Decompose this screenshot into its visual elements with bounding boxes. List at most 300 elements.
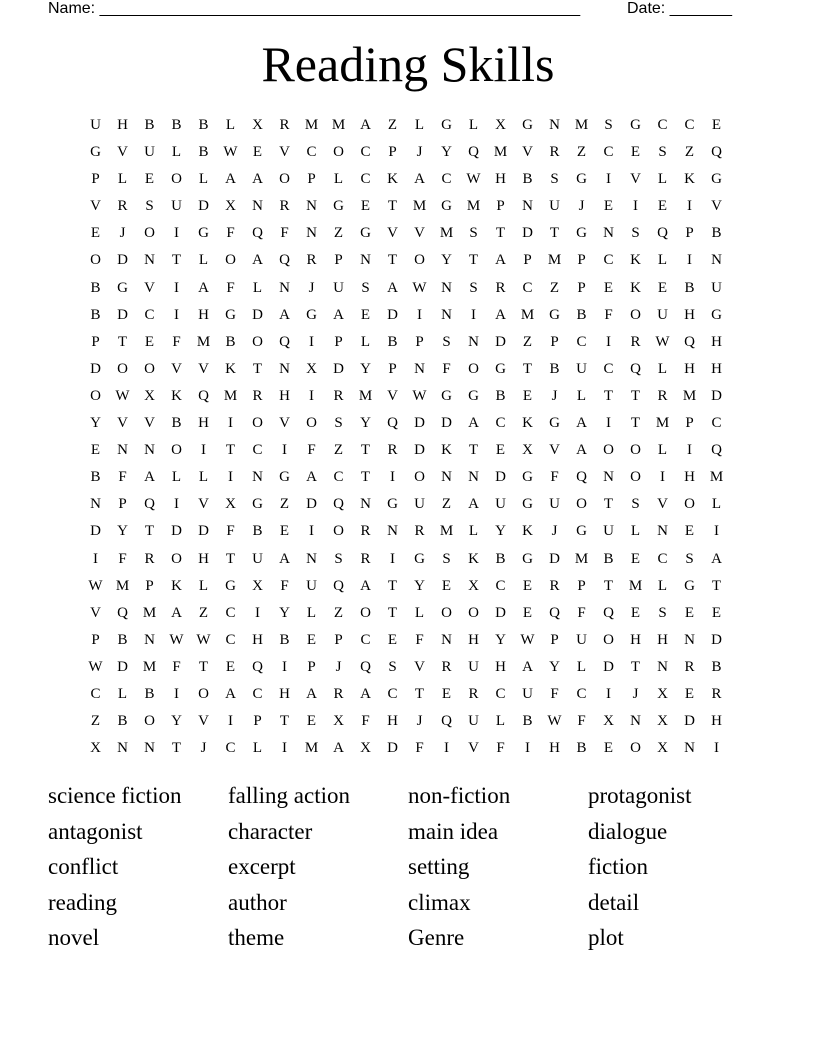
grid-letter[interactable]: O: [144, 360, 155, 377]
grid-letter[interactable]: U: [144, 144, 155, 161]
grid-letter[interactable]: F: [496, 740, 505, 757]
grid-letter[interactable]: P: [91, 333, 100, 350]
grid-letter[interactable]: E: [630, 550, 641, 567]
grid-letter[interactable]: O: [333, 144, 344, 161]
grid-letter[interactable]: N: [684, 631, 695, 648]
grid-letter[interactable]: C: [90, 685, 101, 702]
grid-letter[interactable]: X: [90, 740, 101, 757]
grid-letter[interactable]: I: [228, 469, 233, 486]
grid-letter[interactable]: X: [252, 117, 263, 133]
grid-letter[interactable]: M: [466, 198, 481, 215]
grid-letter[interactable]: L: [495, 713, 506, 730]
grid-letter[interactable]: C: [333, 469, 344, 486]
grid-letter[interactable]: R: [387, 442, 398, 459]
grid-letter[interactable]: L: [198, 577, 209, 594]
grid-letter[interactable]: N: [144, 631, 155, 648]
grid-letter[interactable]: L: [657, 360, 668, 377]
grid-letter[interactable]: G: [90, 144, 101, 161]
grid-letter[interactable]: I: [687, 198, 692, 215]
grid-letter[interactable]: M: [655, 415, 670, 432]
grid-letter[interactable]: B: [495, 550, 506, 567]
grid-letter[interactable]: O: [441, 604, 452, 621]
grid-letter[interactable]: O: [225, 252, 236, 269]
grid-letter[interactable]: A: [468, 415, 479, 432]
grid-letter[interactable]: I: [93, 550, 98, 567]
grid-letter[interactable]: I: [714, 740, 719, 757]
grid-letter[interactable]: M: [304, 740, 319, 757]
grid-letter[interactable]: P: [685, 225, 694, 242]
grid-letter[interactable]: H: [198, 415, 209, 432]
grid-letter[interactable]: U: [657, 306, 668, 323]
grid-letter[interactable]: V: [198, 360, 209, 377]
grid-letter[interactable]: J: [335, 658, 342, 675]
grid-letter[interactable]: X: [522, 442, 533, 459]
grid-letter[interactable]: E: [306, 713, 317, 730]
grid-letter[interactable]: H: [684, 469, 695, 486]
grid-letter[interactable]: D: [117, 252, 128, 269]
grid-letter[interactable]: Z: [441, 496, 452, 513]
grid-letter[interactable]: Q: [198, 387, 209, 404]
grid-letter[interactable]: N: [279, 279, 290, 296]
grid-letter[interactable]: D: [387, 740, 398, 757]
grid-letter[interactable]: O: [630, 469, 641, 486]
grid-letter[interactable]: O: [630, 442, 641, 459]
grid-letter[interactable]: G: [495, 360, 506, 377]
grid-letter[interactable]: H: [198, 306, 209, 323]
grid-letter[interactable]: X: [144, 387, 155, 404]
name-field[interactable]: Name: ______________________________________________________: [48, 0, 581, 17]
grid-letter[interactable]: E: [279, 523, 290, 540]
grid-letter[interactable]: F: [577, 713, 586, 730]
grid-letter[interactable]: K: [387, 171, 398, 188]
grid-letter[interactable]: N: [387, 523, 398, 540]
grid-letter[interactable]: C: [360, 144, 371, 161]
grid-letter[interactable]: Z: [90, 713, 101, 730]
grid-letter[interactable]: V: [90, 198, 101, 215]
grid-letter[interactable]: R: [549, 577, 560, 594]
grid-letter[interactable]: F: [280, 577, 289, 594]
grid-letter[interactable]: U: [576, 631, 587, 648]
grid-letter[interactable]: T: [630, 387, 641, 404]
grid-letter[interactable]: I: [606, 685, 611, 702]
grid-letter[interactable]: A: [306, 685, 317, 702]
grid-letter[interactable]: V: [468, 740, 479, 757]
grid-letter[interactable]: B: [549, 360, 560, 377]
grid-letter[interactable]: E: [684, 523, 695, 540]
grid-letter[interactable]: Q: [387, 415, 398, 432]
grid-letter[interactable]: M: [493, 144, 508, 161]
grid-letter[interactable]: G: [252, 496, 263, 513]
grid-letter[interactable]: P: [577, 252, 586, 269]
grid-letter[interactable]: S: [550, 171, 559, 188]
grid-letter[interactable]: B: [522, 713, 533, 730]
grid-letter[interactable]: E: [603, 279, 614, 296]
grid-letter[interactable]: X: [657, 740, 668, 757]
grid-letter[interactable]: I: [633, 198, 638, 215]
grid-letter[interactable]: W: [115, 387, 130, 404]
grid-letter[interactable]: K: [171, 387, 182, 404]
grid-letter[interactable]: N: [684, 740, 695, 757]
grid-letter[interactable]: N: [549, 117, 560, 133]
grid-letter[interactable]: G: [576, 171, 587, 188]
grid-letter[interactable]: I: [282, 442, 287, 459]
grid-letter[interactable]: U: [468, 658, 479, 675]
grid-letter[interactable]: L: [306, 604, 317, 621]
grid-letter[interactable]: Q: [711, 144, 722, 161]
grid-letter[interactable]: L: [225, 117, 236, 133]
grid-letter[interactable]: M: [547, 252, 562, 269]
grid-letter[interactable]: A: [468, 496, 479, 513]
grid-letter[interactable]: B: [279, 631, 290, 648]
grid-letter[interactable]: X: [603, 713, 614, 730]
grid-letter[interactable]: K: [225, 360, 236, 377]
grid-letter[interactable]: D: [495, 333, 506, 350]
grid-letter[interactable]: Q: [630, 360, 641, 377]
grid-letter[interactable]: T: [549, 225, 560, 242]
grid-letter[interactable]: B: [684, 279, 695, 296]
grid-letter[interactable]: G: [576, 225, 587, 242]
grid-letter[interactable]: C: [441, 171, 452, 188]
grid-letter[interactable]: H: [252, 631, 263, 648]
grid-letter[interactable]: L: [657, 171, 668, 188]
grid-letter[interactable]: O: [414, 252, 425, 269]
grid-letter[interactable]: V: [117, 415, 128, 432]
grid-letter[interactable]: C: [360, 171, 371, 188]
grid-letter[interactable]: L: [657, 252, 668, 269]
grid-letter[interactable]: R: [684, 658, 695, 675]
grid-letter[interactable]: G: [576, 523, 587, 540]
grid-letter[interactable]: P: [307, 658, 316, 675]
grid-letter[interactable]: W: [169, 631, 184, 648]
grid-letter[interactable]: S: [442, 333, 451, 350]
grid-letter[interactable]: P: [145, 577, 154, 594]
grid-letter[interactable]: V: [387, 225, 398, 242]
grid-letter[interactable]: A: [333, 306, 344, 323]
grid-letter[interactable]: G: [522, 469, 533, 486]
grid-letter[interactable]: N: [252, 198, 263, 215]
grid-letter[interactable]: T: [279, 713, 290, 730]
grid-letter[interactable]: U: [306, 577, 317, 594]
grid-letter[interactable]: N: [306, 198, 317, 215]
grid-letter[interactable]: A: [360, 117, 371, 133]
grid-letter[interactable]: T: [630, 658, 641, 675]
grid-letter[interactable]: M: [115, 577, 130, 594]
grid-letter[interactable]: D: [117, 306, 128, 323]
grid-letter[interactable]: R: [495, 279, 506, 296]
grid-letter[interactable]: O: [144, 713, 155, 730]
grid-letter[interactable]: Z: [549, 279, 560, 296]
grid-letter[interactable]: V: [198, 496, 209, 513]
grid-letter[interactable]: Y: [90, 415, 101, 432]
grid-letter[interactable]: M: [412, 198, 427, 215]
grid-letter[interactable]: N: [630, 713, 641, 730]
grid-letter[interactable]: L: [171, 469, 182, 486]
grid-letter[interactable]: D: [495, 469, 506, 486]
grid-letter[interactable]: T: [360, 469, 371, 486]
grid-letter[interactable]: P: [496, 198, 505, 215]
grid-letter[interactable]: V: [90, 604, 101, 621]
grid-letter[interactable]: Z: [333, 225, 344, 242]
grid-letter[interactable]: I: [687, 442, 692, 459]
grid-letter[interactable]: C: [522, 279, 533, 296]
grid-letter[interactable]: Y: [441, 252, 452, 269]
grid-letter[interactable]: T: [225, 550, 236, 567]
grid-letter[interactable]: H: [684, 360, 695, 377]
grid-letter[interactable]: J: [416, 713, 423, 730]
grid-letter[interactable]: K: [684, 171, 695, 188]
grid-letter[interactable]: N: [360, 252, 371, 269]
grid-letter[interactable]: U: [549, 496, 560, 513]
grid-letter[interactable]: N: [657, 523, 668, 540]
grid-letter[interactable]: C: [144, 306, 155, 323]
grid-letter[interactable]: B: [90, 306, 101, 323]
grid-letter[interactable]: C: [711, 415, 722, 432]
grid-letter[interactable]: S: [442, 550, 451, 567]
grid-letter[interactable]: A: [252, 171, 263, 188]
grid-letter[interactable]: Q: [252, 225, 263, 242]
grid-letter[interactable]: L: [657, 577, 668, 594]
grid-letter[interactable]: M: [304, 117, 319, 133]
grid-letter[interactable]: Q: [576, 469, 587, 486]
grid-letter[interactable]: E: [360, 306, 371, 323]
grid-letter[interactable]: H: [630, 631, 641, 648]
grid-letter[interactable]: D: [198, 523, 209, 540]
grid-letter[interactable]: W: [88, 658, 103, 675]
date-field[interactable]: Date: _______: [627, 0, 732, 17]
grid-letter[interactable]: E: [144, 333, 155, 350]
grid-letter[interactable]: Z: [576, 144, 587, 161]
grid-letter[interactable]: M: [709, 469, 724, 486]
grid-letter[interactable]: P: [685, 415, 694, 432]
grid-letter[interactable]: B: [711, 658, 722, 675]
grid-letter[interactable]: E: [522, 387, 533, 404]
grid-letter[interactable]: Z: [333, 604, 344, 621]
grid-letter[interactable]: Y: [414, 577, 425, 594]
grid-letter[interactable]: W: [223, 144, 238, 161]
grid-letter[interactable]: B: [90, 279, 101, 296]
grid-letter[interactable]: V: [144, 415, 155, 432]
grid-letter[interactable]: B: [252, 523, 263, 540]
grid-letter[interactable]: Y: [360, 415, 371, 432]
grid-letter[interactable]: P: [91, 171, 100, 188]
grid-letter[interactable]: B: [171, 415, 182, 432]
grid-letter[interactable]: T: [495, 225, 506, 242]
grid-letter[interactable]: G: [306, 306, 317, 323]
grid-letter[interactable]: H: [495, 658, 506, 675]
grid-letter[interactable]: N: [414, 360, 425, 377]
grid-letter[interactable]: S: [631, 496, 640, 513]
grid-letter[interactable]: V: [387, 387, 398, 404]
grid-letter[interactable]: G: [441, 117, 452, 133]
grid-letter[interactable]: G: [522, 496, 533, 513]
grid-letter[interactable]: L: [198, 171, 209, 188]
grid-letter[interactable]: B: [144, 685, 155, 702]
grid-letter[interactable]: U: [252, 550, 263, 567]
grid-letter[interactable]: B: [117, 713, 128, 730]
grid-letter[interactable]: R: [360, 523, 371, 540]
grid-letter[interactable]: G: [522, 550, 533, 567]
grid-letter[interactable]: C: [225, 631, 236, 648]
grid-letter[interactable]: G: [441, 387, 452, 404]
grid-letter[interactable]: Y: [549, 658, 560, 675]
grid-letter[interactable]: U: [333, 279, 344, 296]
grid-letter[interactable]: P: [550, 333, 559, 350]
grid-letter[interactable]: C: [603, 360, 614, 377]
grid-letter[interactable]: X: [495, 117, 506, 133]
grid-letter[interactable]: H: [684, 306, 695, 323]
grid-letter[interactable]: J: [308, 279, 315, 296]
grid-letter[interactable]: Z: [279, 496, 290, 513]
grid-letter[interactable]: I: [282, 658, 287, 675]
grid-letter[interactable]: T: [387, 198, 398, 215]
grid-letter[interactable]: G: [711, 306, 722, 323]
grid-letter[interactable]: S: [469, 225, 478, 242]
grid-letter[interactable]: F: [361, 713, 370, 730]
grid-letter[interactable]: Q: [549, 604, 560, 621]
grid-letter[interactable]: R: [657, 387, 668, 404]
grid-letter[interactable]: O: [171, 550, 182, 567]
grid-letter[interactable]: O: [468, 604, 479, 621]
grid-letter[interactable]: O: [360, 604, 371, 621]
grid-letter[interactable]: C: [684, 117, 695, 133]
grid-letter[interactable]: Q: [360, 658, 371, 675]
grid-letter[interactable]: R: [441, 658, 452, 675]
grid-letter[interactable]: Z: [333, 442, 344, 459]
grid-letter[interactable]: Z: [522, 333, 533, 350]
grid-letter[interactable]: R: [630, 333, 641, 350]
grid-letter[interactable]: J: [632, 685, 639, 702]
grid-letter[interactable]: A: [198, 279, 209, 296]
grid-letter[interactable]: B: [387, 333, 398, 350]
grid-letter[interactable]: X: [306, 360, 317, 377]
grid-letter[interactable]: A: [360, 685, 371, 702]
grid-letter[interactable]: U: [711, 279, 722, 296]
grid-letter[interactable]: L: [117, 685, 128, 702]
grid-letter[interactable]: C: [225, 604, 236, 621]
grid-letter[interactable]: P: [577, 279, 586, 296]
grid-letter[interactable]: I: [228, 415, 233, 432]
grid-letter[interactable]: A: [279, 306, 290, 323]
grid-letter[interactable]: Q: [603, 604, 614, 621]
grid-letter[interactable]: Y: [171, 713, 182, 730]
grid-letter[interactable]: P: [523, 252, 532, 269]
grid-letter[interactable]: H: [495, 171, 506, 188]
grid-letter[interactable]: R: [711, 685, 722, 702]
grid-letter[interactable]: G: [522, 117, 533, 133]
grid-letter[interactable]: I: [309, 387, 314, 404]
grid-letter[interactable]: O: [684, 496, 695, 513]
grid-letter[interactable]: V: [279, 144, 290, 161]
grid-letter[interactable]: T: [603, 496, 614, 513]
grid-letter[interactable]: F: [604, 306, 613, 323]
grid-letter[interactable]: X: [468, 577, 479, 594]
grid-letter[interactable]: P: [91, 631, 100, 648]
grid-letter[interactable]: V: [630, 171, 641, 188]
grid-letter[interactable]: K: [522, 415, 533, 432]
grid-letter[interactable]: B: [171, 117, 182, 133]
grid-letter[interactable]: F: [307, 442, 316, 459]
grid-letter[interactable]: T: [117, 333, 128, 350]
grid-letter[interactable]: K: [468, 550, 479, 567]
grid-letter[interactable]: J: [200, 740, 207, 757]
grid-letter[interactable]: U: [522, 685, 533, 702]
grid-letter[interactable]: X: [333, 713, 344, 730]
grid-letter[interactable]: E: [252, 144, 263, 161]
grid-letter[interactable]: T: [468, 442, 479, 459]
grid-letter[interactable]: O: [333, 523, 344, 540]
grid-letter[interactable]: I: [606, 415, 611, 432]
grid-letter[interactable]: Q: [279, 252, 290, 269]
grid-letter[interactable]: D: [549, 550, 560, 567]
grid-letter[interactable]: L: [333, 171, 344, 188]
grid-letter[interactable]: L: [468, 117, 479, 133]
grid-letter[interactable]: P: [118, 496, 127, 513]
grid-letter[interactable]: P: [388, 360, 397, 377]
grid-letter[interactable]: B: [711, 225, 722, 242]
grid-letter[interactable]: X: [225, 198, 236, 215]
grid-letter[interactable]: R: [117, 198, 128, 215]
grid-letter[interactable]: V: [657, 496, 668, 513]
grid-letter[interactable]: I: [390, 550, 395, 567]
grid-letter[interactable]: O: [630, 740, 641, 757]
grid-letter[interactable]: L: [198, 469, 209, 486]
grid-letter[interactable]: C: [252, 685, 263, 702]
grid-letter[interactable]: N: [144, 740, 155, 757]
grid-letter[interactable]: S: [145, 198, 154, 215]
grid-letter[interactable]: D: [198, 198, 209, 215]
grid-letter[interactable]: B: [90, 469, 101, 486]
grid-letter[interactable]: K: [441, 442, 452, 459]
grid-letter[interactable]: A: [576, 442, 587, 459]
grid-letter[interactable]: E: [684, 604, 695, 621]
grid-letter[interactable]: O: [468, 360, 479, 377]
grid-letter[interactable]: V: [117, 144, 128, 161]
grid-letter[interactable]: D: [495, 604, 506, 621]
grid-letter[interactable]: N: [360, 496, 371, 513]
grid-letter[interactable]: H: [711, 333, 722, 350]
grid-letter[interactable]: D: [90, 523, 101, 540]
grid-letter[interactable]: J: [416, 144, 423, 161]
grid-letter[interactable]: I: [174, 306, 179, 323]
grid-letter[interactable]: F: [226, 279, 235, 296]
grid-letter[interactable]: Y: [495, 523, 506, 540]
grid-letter[interactable]: F: [118, 469, 127, 486]
grid-letter[interactable]: C: [576, 685, 587, 702]
grid-letter[interactable]: A: [711, 550, 722, 567]
grid-letter[interactable]: X: [360, 740, 371, 757]
grid-letter[interactable]: E: [387, 631, 398, 648]
grid-letter[interactable]: O: [252, 333, 263, 350]
grid-letter[interactable]: W: [412, 279, 427, 296]
grid-letter[interactable]: O: [90, 252, 101, 269]
grid-letter[interactable]: F: [550, 469, 559, 486]
grid-letter[interactable]: L: [414, 117, 425, 133]
grid-letter[interactable]: P: [307, 171, 316, 188]
grid-letter[interactable]: Z: [387, 117, 398, 133]
grid-letter[interactable]: R: [144, 550, 155, 567]
grid-letter[interactable]: R: [549, 144, 560, 161]
grid-letter[interactable]: L: [657, 442, 668, 459]
grid-letter[interactable]: N: [603, 469, 614, 486]
grid-letter[interactable]: M: [142, 658, 157, 675]
grid-letter[interactable]: N: [252, 469, 263, 486]
grid-letter[interactable]: M: [628, 577, 643, 594]
grid-letter[interactable]: C: [360, 631, 371, 648]
grid-letter[interactable]: L: [711, 496, 722, 513]
grid-letter[interactable]: O: [414, 469, 425, 486]
grid-letter[interactable]: I: [714, 523, 719, 540]
grid-letter[interactable]: F: [172, 658, 181, 675]
